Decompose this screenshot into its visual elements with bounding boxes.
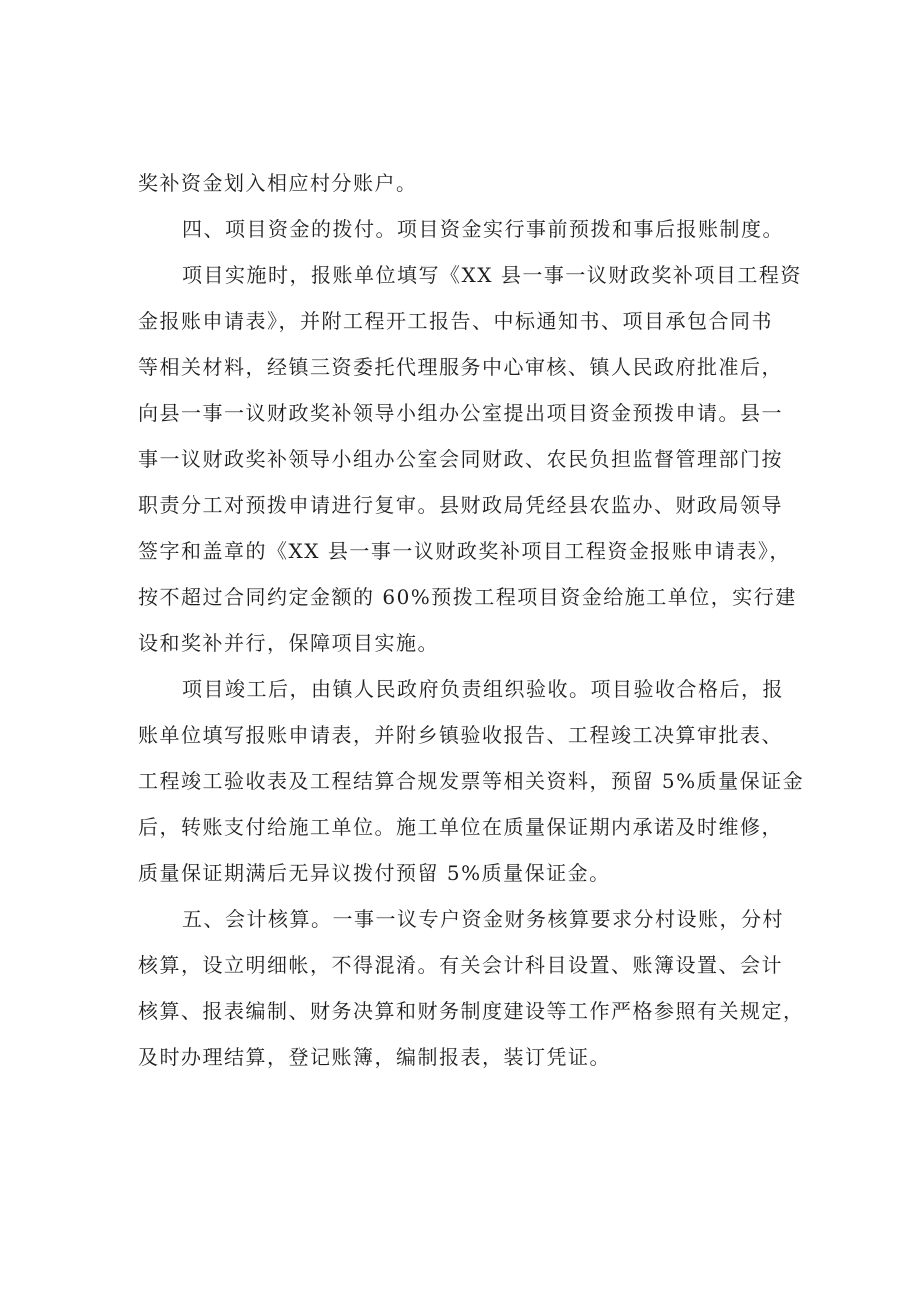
- document-body: [138, 160, 810, 1080]
- paragraph-line: 核算、报表编制、财务决算和财务制度建设等工作严格参照有关规定，: [138, 999, 805, 1023]
- paragraph-line: 职责分工对预拨申请进行复审。县财政局凭经县农监办、财政局领导: [138, 493, 783, 517]
- paragraph-line: 四、项目资金的拨付。项目资金实行事前预拨和事后报账制度。: [182, 217, 784, 241]
- paragraph-line: 向县一事一议财政奖补领导小组办公室提出项目资金预拨申请。县一: [138, 401, 783, 425]
- paragraph-line: 后，转账支付给施工单位。施工单位在质量保证期内承诺及时维修，: [138, 815, 783, 839]
- paragraph-line: 按不超过合同约定金额的 60%预拨工程项目资金给施工单位，实行建: [138, 585, 797, 609]
- paragraph-line: 项目竣工后，由镇人民政府负责组织验收。项目验收合格后，报: [182, 677, 784, 701]
- paragraph-line: 核算，设立明细帐，不得混淆。有关会计科目设置、账簿设置、会计: [138, 953, 783, 977]
- paragraph-line: 五、会计核算。一事一议专户资金财务核算要求分村设账，分村: [182, 907, 784, 931]
- paragraph-line: 质量保证期满后无异议拨付预留 5%质量保证金。: [138, 861, 611, 885]
- paragraph-line: 项目实施时，报账单位填写《XX 县一事一议财政奖补项目工程资: [182, 263, 802, 287]
- paragraph-line: 工程竣工验收表及工程结算合规发票等相关资料，预留 5%质量保证金: [138, 769, 805, 793]
- paragraph-line: 及时办理结算，登记账簿，编制报表，装订凭证。: [138, 1045, 611, 1069]
- paragraph-line: 账单位填写报账申请表，并附乡镇验收报告、工程竣工决算审批表、: [138, 723, 783, 747]
- paragraph-line: 设和奖补并行，保障项目实施。: [138, 631, 439, 655]
- paragraph-line: 金报账申请表》，并附工程开工报告、中标通知书、项目承包合同书: [138, 309, 773, 333]
- paragraph-line: 奖补资金划入相应村分账户。: [138, 171, 418, 195]
- paragraph-line: 等相关材料，经镇三资委托代理服务中心审核、镇人民政府批准后，: [138, 355, 783, 379]
- paragraph-line: 签字和盖章的《XX 县一事一议财政奖补项目工程资金报账申请表》，: [138, 539, 791, 563]
- paragraph-line: 事一议财政奖补领导小组办公室会同财政、农民负担监督管理部门按: [138, 447, 783, 471]
